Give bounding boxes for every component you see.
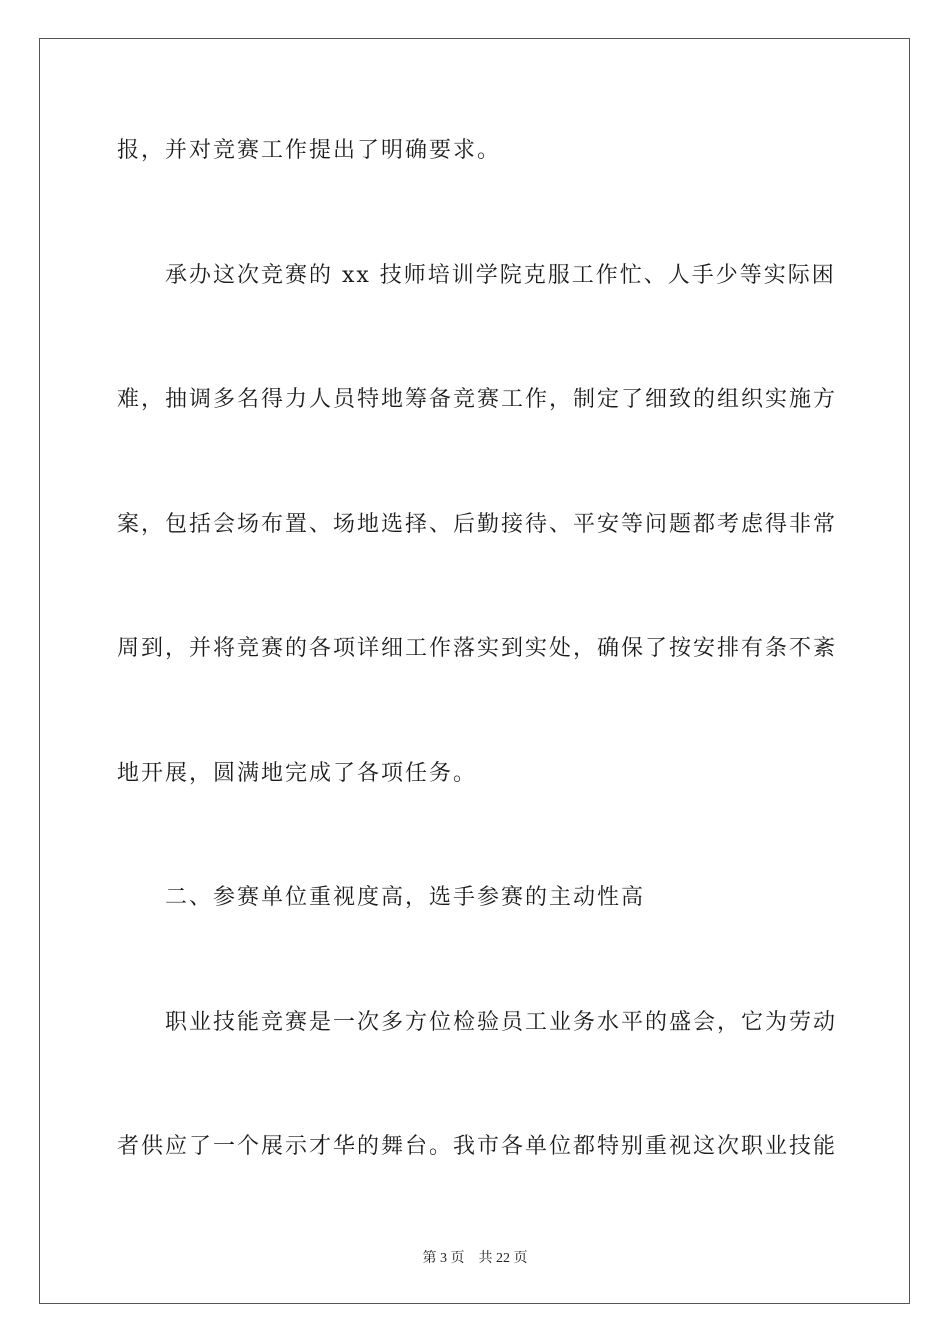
paragraph-line-2: 承办这次竞赛的 xx 技师培训学院克服工作忙、人手少等实际困 [165, 263, 836, 288]
page-border [39, 38, 910, 1304]
paragraph-line-8: 职业技能竞赛是一次多方位检验员工业务水平的盛会，它为劳动 [165, 1010, 838, 1035]
paragraph-line-5: 周到，并将竞赛的各项详细工作落实到实处，确保了按安排有条不紊 [117, 636, 838, 661]
paragraph-line-6: 地开展，圆满地完成了各项任务。 [117, 761, 478, 786]
section-heading: 二、参赛单位重视度高，选手参赛的主动性高 [165, 885, 646, 910]
paragraph-line-1: 报，并对竞赛工作提出了明确要求。 [117, 138, 502, 163]
paragraph-line-4: 案，包括会场布置、场地选择、后勤接待、平安等问题都考虑得非常 [117, 512, 838, 537]
paragraph-line-9: 者供应了一个展示才华的舞台。我市各单位都特别重视这次职业技能 [117, 1134, 838, 1159]
page-number-footer: 第 3 页 共 22 页 [422, 1251, 528, 1266]
paragraph-line-3: 难，抽调多名得力人员特地筹备竞赛工作，制定了细致的组织实施方 [117, 387, 838, 412]
